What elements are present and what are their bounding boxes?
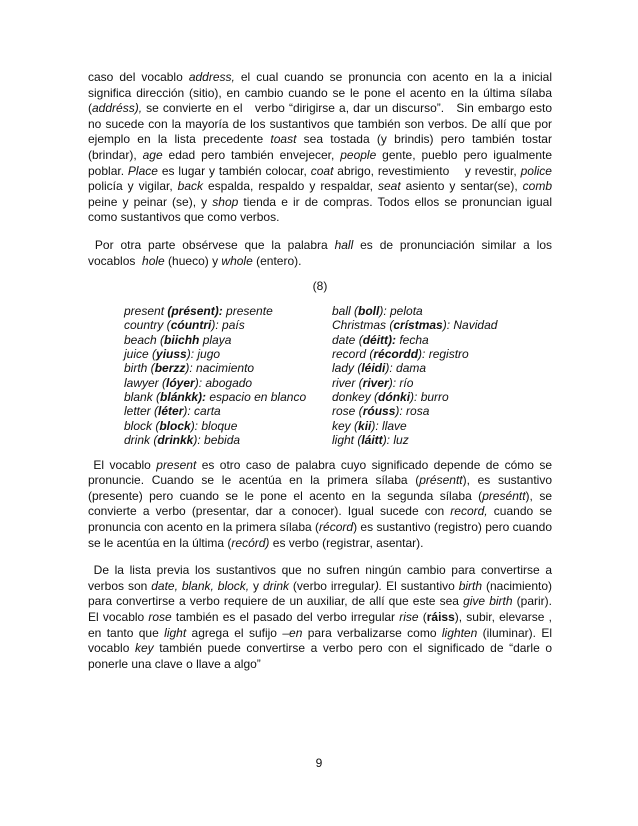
vocab-row [124, 376, 544, 390]
vocab-entry-right: date (déitt): fecha [332, 332, 429, 347]
vocab-row [124, 361, 544, 375]
vocab-entry-left: juice (yiuss): jugo [124, 346, 221, 361]
vocab-entry-right: key (kii): llave [332, 418, 407, 433]
vocab-entry-right: ball (boll): pelota [332, 303, 423, 318]
vocab-entry-right: lady (léidi): dama [332, 361, 427, 376]
vocab-entry-left: block (block): bloque [124, 418, 238, 433]
paragraph-hall: Por otra parte obsérvese que la palabra hall es de pronunciación similar a los vocablos hole (hueco) y whole (entero). [88, 237, 552, 268]
vocab-row [124, 433, 544, 447]
vocab-row [124, 347, 544, 361]
vocab-entry-left: country (cóuntri): país [124, 318, 245, 333]
vocab-row [124, 318, 544, 332]
vocab-entry-right: record (récordd): registro [332, 346, 469, 361]
paragraph-list-notes: De la lista previa los sustantivos que no sufren ningún cambio para convertirse a verbos son date, blank, block, y drink (verbo irregular). El sustantivo birth (nacimiento) para convertirse a verbo requiere de un auxiliar, de allí que este sea give birth (parir). El vocablo rose también es el pasado del verbo irregular rise (ráiss), subir, elevarse , en tanto que light agrega el sufijo –en para verbalizarse como lighten (iluminar). El vocablo key también puede convertirse a verbo pero con el significado de “darle o ponerle una clave o llave a algo” [88, 563, 553, 671]
list-number: (8) [312, 279, 328, 294]
vocab-entry-right: Christmas (crístmas): Navidad [332, 318, 498, 333]
vocabulary-list [124, 304, 544, 448]
vocab-entry-left: birth (berzz): nacimiento [124, 361, 255, 376]
vocab-entry-right: river (river): río [332, 375, 414, 390]
paragraph-present: El vocablo present es otro caso de palabra cuyo significado depende de cómo se pronuncie. Cuando se le acentúa en la primera sílaba (présentt), es sustantivo (presente) pero cuando se le pone el acento en la segunda sílaba (preséntt), se convierte a verbo (presentar, dar a conocer). Igual sucede con record, cuando se pronuncia con acento en la primera sílaba (récord) es sustantivo (registro) pero cuando se le acentúa en la última (recórd) es verbo (registrar, asentar). [88, 457, 552, 550]
vocab-entry-left: drink (drinkk): bebida [124, 433, 241, 448]
vocab-row [124, 304, 544, 318]
vocab-entry-left: blank (blánkk): espacio en blanco [124, 390, 307, 405]
vocab-row [124, 333, 544, 347]
vocab-entry-right: rose (róuss): rosa [332, 404, 430, 419]
vocab-entry-right: light (láitt): luz [332, 433, 409, 448]
vocab-row [124, 419, 544, 433]
vocab-entry-left: beach (biichh playa [124, 332, 232, 347]
page-content [88, 70, 552, 672]
vocab-entry-left: present (présent): presente [124, 303, 273, 318]
paragraph-address: caso del vocablo address, el cual cuando se pronuncia con acento en la a inicial significa dirección (sitio), en cambio cuando se le pone el acento en la última sílaba (addréss), se convierte en el verbo “dirigirse a, dar un discurso”. Sin embargo esto no sucede con la mayoría de los sustantivos que también son verbos. De allí que por ejemplo en la lista precedente toast sea tostada (y brindis) pero también tostar (brindar), age edad pero también envejecer, people gente, pueblo pero igualmente poblar. Place es lugar y también colocar, coat abrigo, revestimiento y revestir, police policía y vigilar, back espalda, respaldo y respaldar, seat asiento y sentar(se), comb peine y peinar (se), y shop tienda e ir de compras. Todos ellos se pronuncian igual como sustantivos que como verbos. [88, 70, 553, 225]
vocab-entry-right: donkey (dónki): burro [332, 390, 449, 405]
vocab-row [124, 404, 544, 418]
page-number: 9 [315, 756, 323, 770]
vocab-entry-left: lawyer (lóyer): abogado [124, 375, 253, 390]
vocab-entry-left: letter (léter): carta [124, 404, 221, 419]
vocab-row [124, 390, 544, 404]
